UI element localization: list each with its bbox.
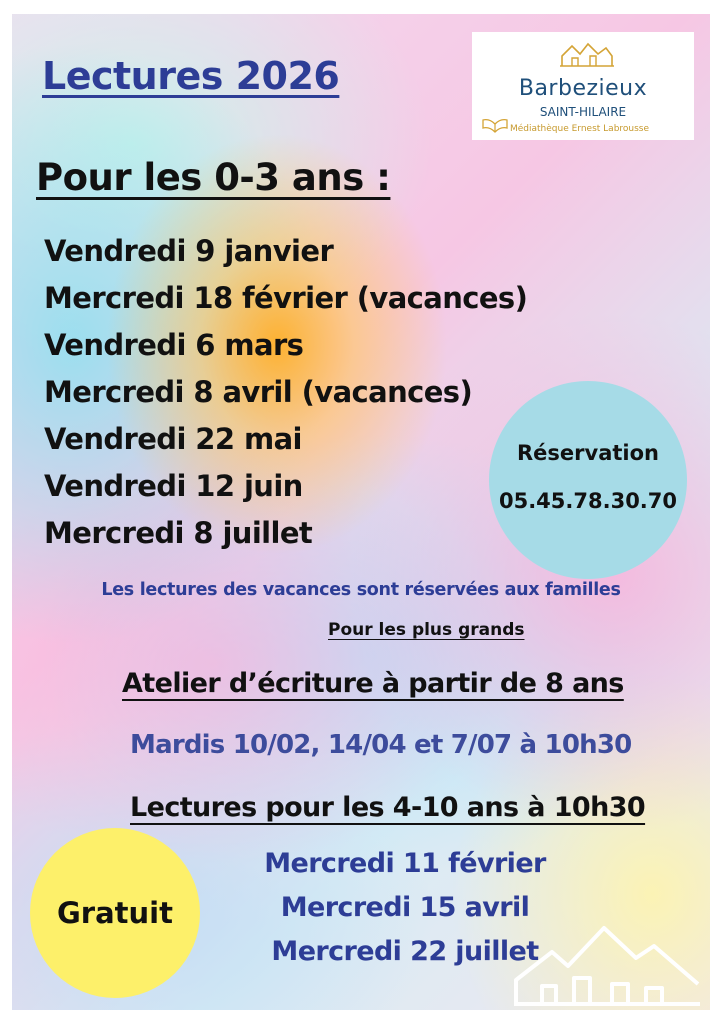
logo-town-icon <box>558 40 616 70</box>
open-book-icon <box>482 118 508 134</box>
date-item: Mercredi 15 avril <box>280 892 530 923</box>
date-item: Vendredi 6 mars <box>44 328 304 362</box>
library-logo <box>472 32 694 140</box>
older-section-heading: Pour les plus grands <box>328 620 525 640</box>
mountain-town-icon <box>512 918 702 1006</box>
logo-subtitle: SAINT-HILAIRE <box>539 105 627 119</box>
date-item: Mercredi 8 juillet <box>44 516 313 550</box>
free-badge-label: Gratuit <box>57 896 173 930</box>
reservation-label: Réservation <box>517 441 659 465</box>
date-item: Mercredi 22 juillet <box>271 936 539 967</box>
reservation-phone: 05.45.78.30.70 <box>498 489 678 513</box>
page-title: Lectures 2026 <box>42 54 340 98</box>
reservation-badge <box>489 381 687 579</box>
writing-workshop-heading: Atelier d’écriture à partir de 8 ans <box>122 668 624 699</box>
readings-4-10-heading: Lectures pour les 4-10 ans à 10h30 <box>130 792 646 823</box>
date-item: Vendredi 12 juin <box>44 469 303 503</box>
dates-list-0-3 <box>44 228 527 557</box>
date-item: Mercredi 8 avril (vacances) <box>44 375 473 409</box>
logo-library-name: Médiathèque Ernest Labrousse <box>510 124 650 134</box>
writing-workshop-dates: Mardis 10/02, 14/04 et 7/07 à 10h30 <box>130 730 632 760</box>
date-item: Vendredi 9 janvier <box>44 234 334 268</box>
logo-name: Barbezieux <box>518 76 648 101</box>
section-heading-0-3: Pour les 0-3 ans : <box>36 156 391 199</box>
vacation-note: Les lectures des vacances sont réservées aux familles <box>101 580 621 600</box>
date-item: Mercredi 18 février (vacances) <box>44 281 528 315</box>
date-item: Mercredi 11 février <box>264 848 546 879</box>
date-item: Vendredi 22 mai <box>44 422 302 456</box>
free-badge <box>30 828 200 998</box>
poster <box>12 14 710 1010</box>
